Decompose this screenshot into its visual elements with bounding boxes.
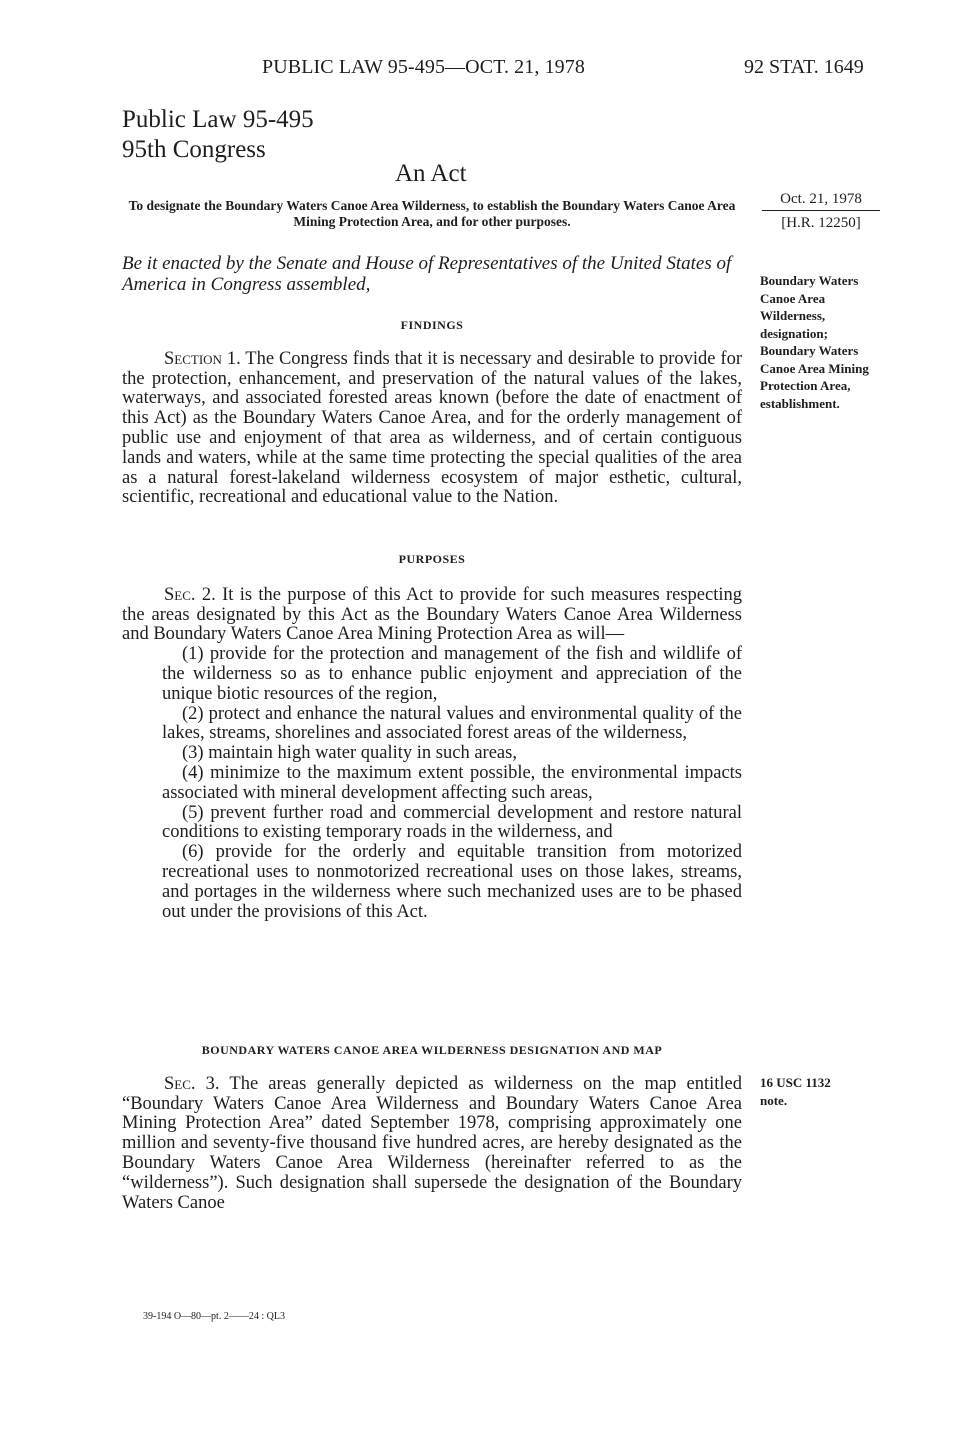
running-head: PUBLIC LAW 95-495—OCT. 21, 1978: [262, 56, 585, 78]
enactment-date: Oct. 21, 1978: [762, 191, 880, 211]
purpose-item-5: (5) prevent further road and commercial development and restore natural conditions to existing temporary roads in the wilderness, and: [162, 802, 742, 843]
enacting-clause: Be it enacted by the Senate and House of Representatives of the United States of America in Congress assembled,: [122, 253, 732, 295]
section-1: [122, 316, 742, 508]
congress-label: 95th Congress: [122, 136, 266, 163]
public-law-number: Public Law 95-495: [122, 106, 314, 133]
enactment-date-note: [762, 191, 880, 232]
section-1-label: Section 1.: [164, 348, 241, 369]
long-title: To designate the Boundary Waters Canoe Area Wilderness, to establish the Boundary Waters Canoe Area Mining Protection Area, and for other purposes.: [128, 198, 736, 229]
act-title: An Act: [395, 160, 467, 187]
section-1-text: The Congress finds that it is necessary and desirable to provide for the protection, enhancement, and preservation of the natural values of the lakes, waterways, and associated forested areas known (before the date of enactment of this Act) as the Boundary Waters Canoe Area, and for the orderly management of public use and enjoyment of that area as wilderness, and of certain contiguous lands and waters, while at the same time protecting the special qualities of the area as a natural forest-lakeland wilderness ecosystem of major esthetic, cultural, scientific, recreational and educational value to the Nation.: [122, 348, 742, 508]
section-2-text: It is the purpose of this Act to provide for such measures respecting the areas designated by this Act as the Boundary Waters Canoe Area Wilderness and Boundary Waters Canoe Area Mining Protection Area as will—: [122, 584, 743, 645]
law-title-block: [122, 105, 314, 165]
purpose-item-3: (3) maintain high water quality in such areas,: [182, 743, 517, 764]
designation-heading: BOUNDARY WATERS CANOE AREA WILDERNESS DESIGNATION AND MAP: [201, 1043, 663, 1057]
purpose-item-6: (6) provide for the orderly and equitable transition from motorized recreational uses to nonmotorized recreational uses on those lakes, streams, and portages in the wilderness where such mechanized uses are to be phased out under the provisions of this Act.: [162, 842, 742, 922]
bill-number: [H.R. 12250]: [781, 215, 861, 231]
section-2-label: Sec. 2.: [164, 584, 216, 605]
purpose-item-1: (1) provide for the protection and management of the fish and wildlife of the wilderness so as to enhance public enjoyment and appreciation of the unique biotic resources of the region,: [162, 644, 742, 704]
section-3-text: The areas generally depicted as wilderness on the map entitled “Boundary Waters Canoe Area Wilderness and Boundary Waters Canoe Area Mining Protection Area” dated September 1978, comprising approximately one million and seventy-five thousand five hundred acres, are hereby designated as the Boundary Waters Canoe Area Wilderness (hereinafter referred to as the “wilderness”). Such designation shall supersede the designation of the Boundary Waters Canoe: [122, 1073, 742, 1213]
margin-note-usc: 16 USC 1132 note.: [760, 1075, 831, 1108]
print-code: 39-194 O—80—pt. 2——24 : QL3: [143, 1311, 285, 1322]
purpose-item-4: (4) minimize to the maximum extent possible, the environmental impacts associated with mineral development affecting such areas,: [162, 762, 742, 803]
findings-heading: FINDINGS: [400, 318, 464, 332]
purposes-heading: PURPOSES: [398, 552, 466, 566]
purpose-item-2: (2) protect and enhance the natural values and environmental quality of the lakes, streams, shorelines and associated forest areas of the wilderness,: [162, 703, 742, 744]
section-2: [122, 550, 742, 922]
statute-page-number: 92 STAT. 1649: [744, 56, 864, 78]
section-3: [122, 1041, 742, 1213]
section-3-label: Sec. 3.: [164, 1073, 220, 1094]
margin-note-designation: Boundary Waters Canoe Area Wilderness, designation; Boundary Waters Canoe Area Mining Protection Area, establishment.: [760, 273, 869, 411]
